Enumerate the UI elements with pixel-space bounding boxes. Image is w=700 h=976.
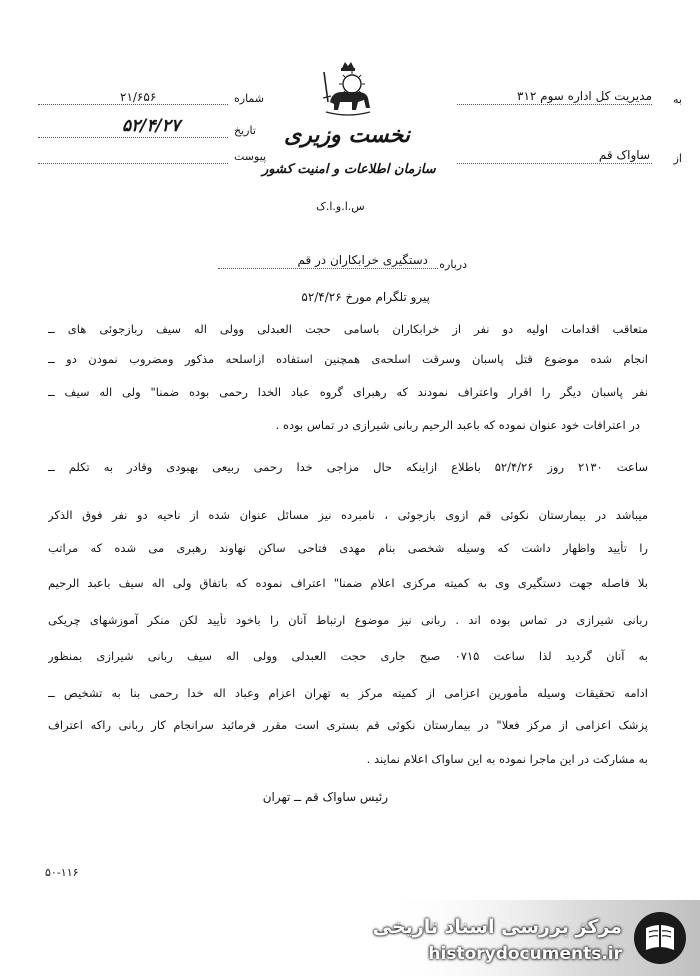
recipient-value: مدیریت کل اداره سوم ۳۱۲ xyxy=(517,89,652,103)
body-line: به آنان گردید لذا ساعت ۰۷۱۵ صبح جاری حجت العبدلی وولی اله سیف ربانی شیرازی بمنظور xyxy=(48,649,648,663)
date-label: تاریخ xyxy=(234,124,256,137)
from-label: از xyxy=(673,152,682,165)
from-line xyxy=(457,163,652,164)
body-line: نفر پاسبان دیگر را اقرار واعتراف نمودند که رهبرای گروه عباد الخدا رحمی بوده ضمنا" ولی اله سیف ــ xyxy=(48,385,648,399)
number-label: شماره xyxy=(234,92,265,105)
book-logo-icon xyxy=(632,910,688,966)
lion-and-sun-emblem xyxy=(318,58,378,116)
subject-label: درباره xyxy=(439,258,467,271)
date-line xyxy=(38,137,228,138)
attachment-line xyxy=(38,163,228,164)
subject-line xyxy=(218,268,438,269)
recipient-label: به xyxy=(673,93,682,106)
body-line: میباشد در بیمارستان نکوئی قم ازوی بازجوئی ، نامبرده نیز مسائل عنوان شده از ناحیه دو نفر فوق الذکر xyxy=(48,508,648,522)
subject-value: دستگیری خرابکاران در قم xyxy=(297,253,428,267)
org-code: س.ا.و.ا.ک xyxy=(316,200,365,213)
body-line: ربانی شیرازی در تماس بوده اند . ربانی نیز موضوع ارتباط آنان را باخود تأیید لکن منکر آموزشهای چریکی xyxy=(48,613,648,627)
body-line: به مشارکت در این ماجرا نموده به این ساواک اعلام نمایند . xyxy=(366,752,648,766)
logo-text-fa: مرکز بررسی اسناد تاریخی xyxy=(372,916,622,938)
body-line: ادامه تحقیقات وسیله مأمورین اعزامی از کمیته مرکز به تهران اعزام وعباد اله خدا رحمی بنا به تشخیص ــ xyxy=(48,686,648,700)
body-line: در اعترافات خود عنوان نموده که باعبد الرحیم ربانی شیرازی در تماس بوده . xyxy=(275,418,640,432)
number-value: ۲۱/۶۵۶ xyxy=(120,90,157,104)
lion-and-sun-icon xyxy=(318,58,378,116)
body-line: متعاقب اقدامات اولیه دو نفر از خرابکاران باسامی حجت العبدلی وولی اله سیف ربازجوئی های ــ xyxy=(48,322,648,336)
attachment-label: پیوست xyxy=(234,150,267,163)
body-line: را تأیید واظهار داشت که وسیله شخصی بنام مهدی فتاحی ساکن نهاوند رهبری می شده که مراتب xyxy=(48,541,648,555)
from-value: ساواک قم xyxy=(598,148,650,162)
org-line1: نخست وزیری xyxy=(284,122,410,148)
recipient-line xyxy=(457,104,652,105)
footer-shade xyxy=(0,900,700,976)
body-line: پزشک اعزامی از مرکز فعلا" در بیمارستان نکوئی قم بستری است مقرر فرمائید سرانجام کار ربانی راکه اعتراف xyxy=(48,718,648,732)
page-code: ۵۰-۱۱۶ xyxy=(45,866,79,879)
body-line: ساعت ۲۱۳۰ روز ۵۲/۴/۲۶ باطلاع ازاینکه حال مزاجی خدا رحمی ربیعی بهبودی وقادر به تکلم ــ xyxy=(48,460,648,474)
body-line: انجام شده موضوع قتل پاسبان وسرقت اسلحه‌ی همچنین استفاده ازاسلحه مذکور ومضروب نمودن دو ــ xyxy=(48,352,648,366)
logo-text-en: historydocuments.ir xyxy=(428,944,622,964)
body-heading: پیرو تلگرام مورخ ۵۲/۴/۲۶ xyxy=(301,290,430,304)
footer-watermark xyxy=(0,900,700,976)
date-value: ۵۲/۴/۲۷ xyxy=(122,116,181,136)
body-line: بلا فاصله جهت دستگیری وی به کمیته مرکزی اعلام ضمنا" اعتراف نموده که باتفاق ولی اله سیف باعبد الرحیم xyxy=(48,576,648,590)
number-line xyxy=(38,104,228,105)
org-line2: سازمان اطلاعات و امنیت کشور xyxy=(262,162,436,177)
signature: رئیس ساواک قم ــ تهران xyxy=(262,790,388,804)
